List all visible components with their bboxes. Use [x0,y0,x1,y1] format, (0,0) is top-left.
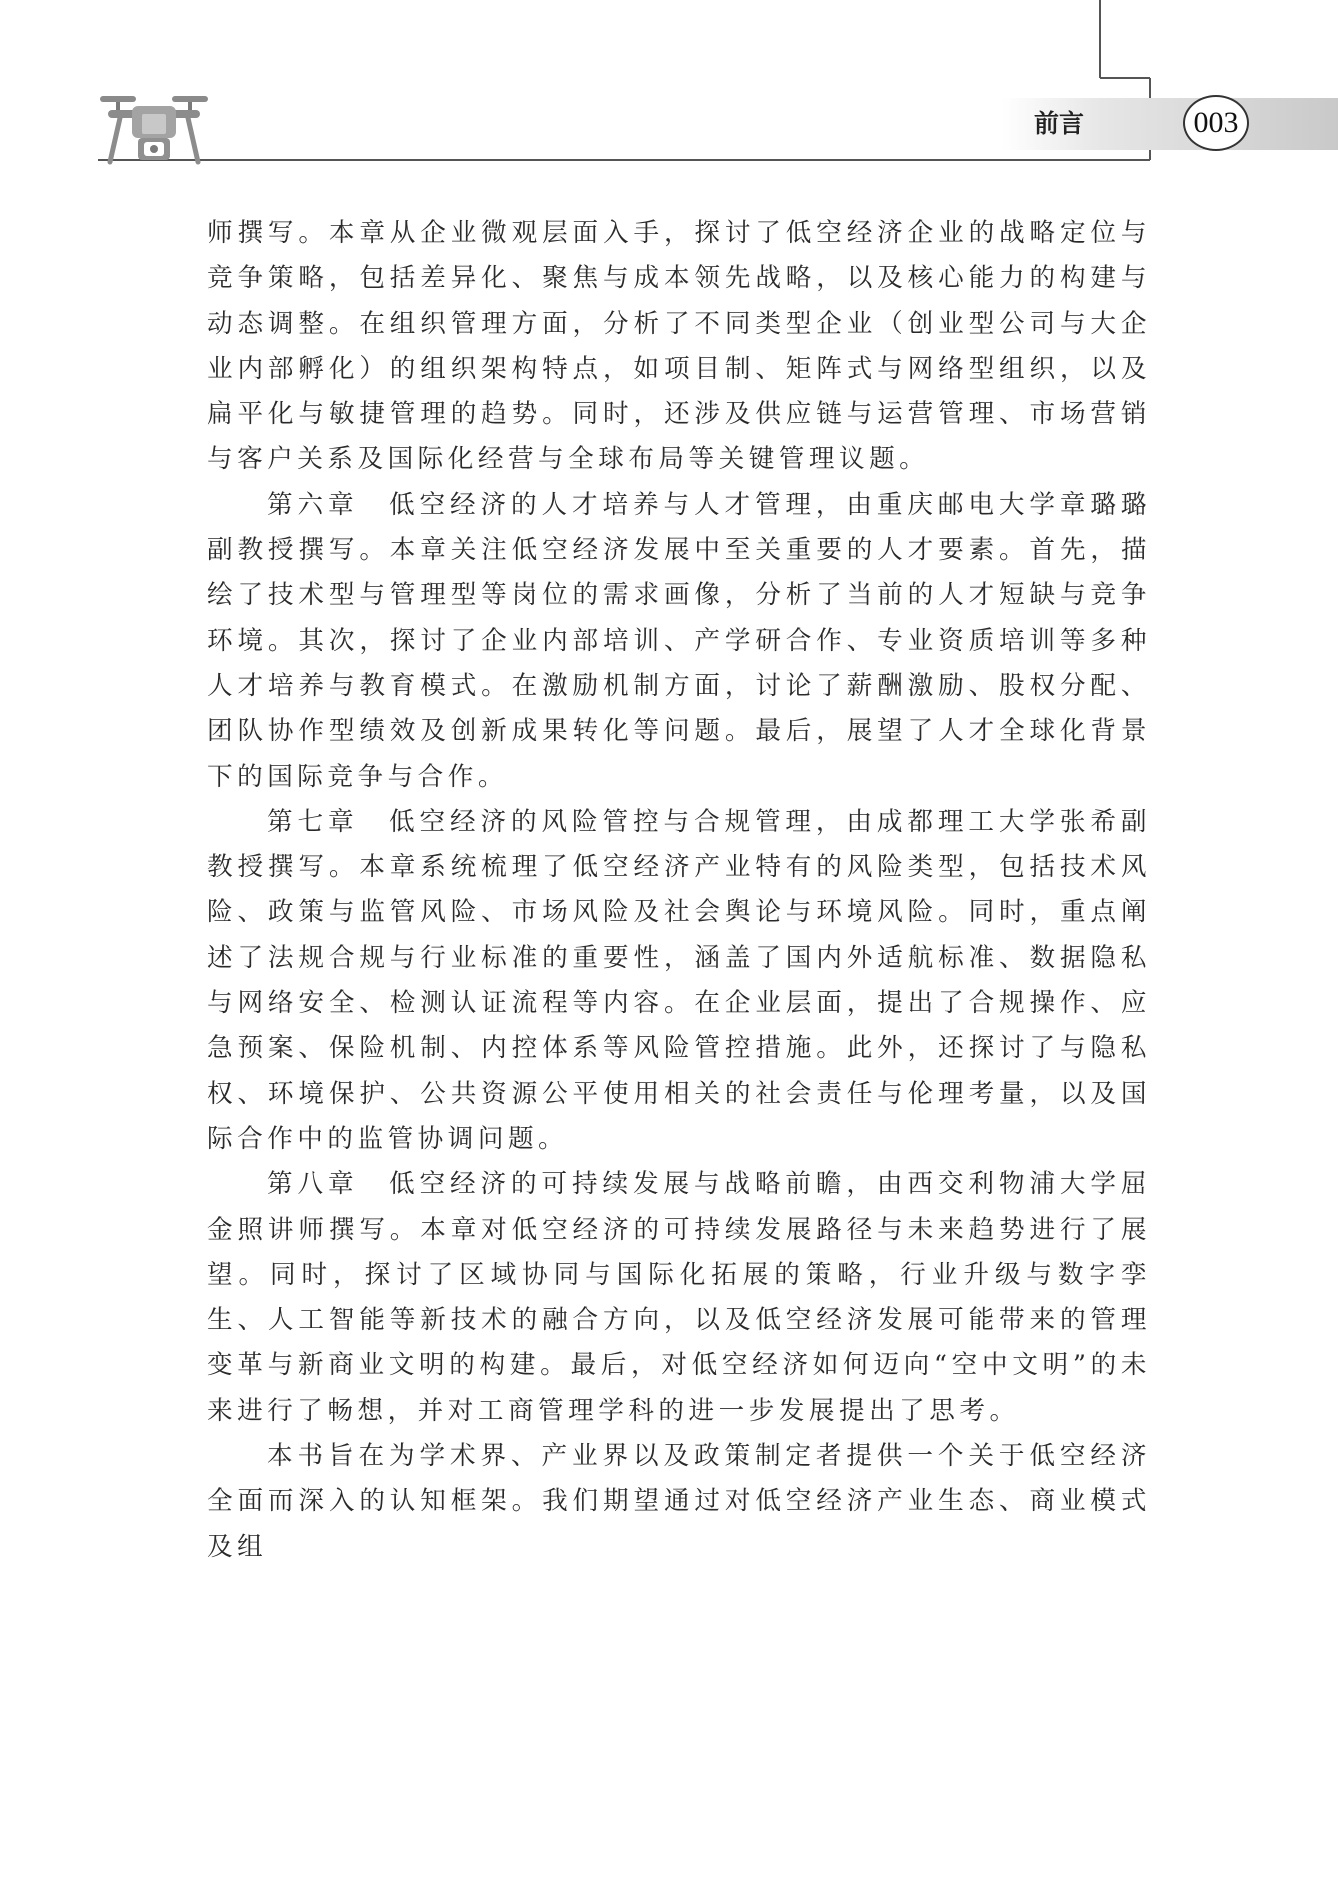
page-number: 003 [1193,106,1239,139]
page-number-badge [1183,95,1249,151]
page-header [0,0,1338,170]
drone-icon [98,92,210,167]
paragraph: 第七章 低空经济的风险管控与合规管理，由成都理工大学张希副教授撰写。本章系统梳理了低空经济产业特有的风险类型，包括技术风险、政策与监管风险、市场风险及社会舆论与环境风险。同时，重点阐述了法规合规与行业标准的重要性，涵盖了国内外适航标准、数据隐私与网络安全、检测认证流程等内容。在企业层面，提出了合规操作、应急预案、保险机制、内控体系等风险管控措施。此外，还探讨了与隐私权、环境保护、公共资源公平使用相关的社会责任与伦理考量，以及国际合作中的监管协调问题。 [207,806,1151,1154]
paragraph: 师撰写。本章从企业微观层面入手，探讨了低空经济企业的战略定位与竞争策略，包括差异化、聚焦与成本领先战略，以及核心能力的构建与动态调整。在组织管理方面，分析了不同类型企业（创业型公司与大企业内部孵化）的组织架构特点，如项目制、矩阵式与网络型组织，以及扁平化与敏捷管理的趋势。同时，还涉及供应链与运营管理、市场营销与客户关系及国际化经营与全球布局等关键管理议题。 [207,218,1151,475]
body-text [207,211,1151,1570]
paragraph: 本书旨在为学术界、产业界以及政策制定者提供一个关于低空经济全面而深入的认知框架。我们期望通过对低空经济产业生态、商业模式及组 [207,1441,1151,1562]
paragraph: 第八章 低空经济的可持续发展与战略前瞻，由西交利物浦大学屈金照讲师撰写。本章对低空经济的可持续发展路径与未来趋势进行了展望。同时，探讨了区域协同与国际化拓展的策略，行业升级与数字孪生、人工智能等新技术的融合方向，以及低空经济发展可能带来的管理变革与新商业文明的构建。最后，对低空经济如何迈向“空中文明”的未来进行了畅想，并对工商管理学科的进一步发展提出了思考。 [207,1169,1151,1426]
running-title: 前言 [1034,109,1085,138]
paragraph: 第六章 低空经济的人才培养与人才管理，由重庆邮电大学章璐璐副教授撰写。本章关注低空经济发展中至关重要的人才要素。首先，描绘了技术型与管理型等岗位的需求画像，分析了当前的人才短缺与竞争环境。其次，探讨了企业内部培训、产学研合作、专业资质培训等多种人才培养与教育模式。在激励机制方面，讨论了薪酬激励、股权分配、团队协作型绩效及创新成果转化等问题。最后，展望了人才全球化背景下的国际竞争与合作。 [207,489,1151,792]
